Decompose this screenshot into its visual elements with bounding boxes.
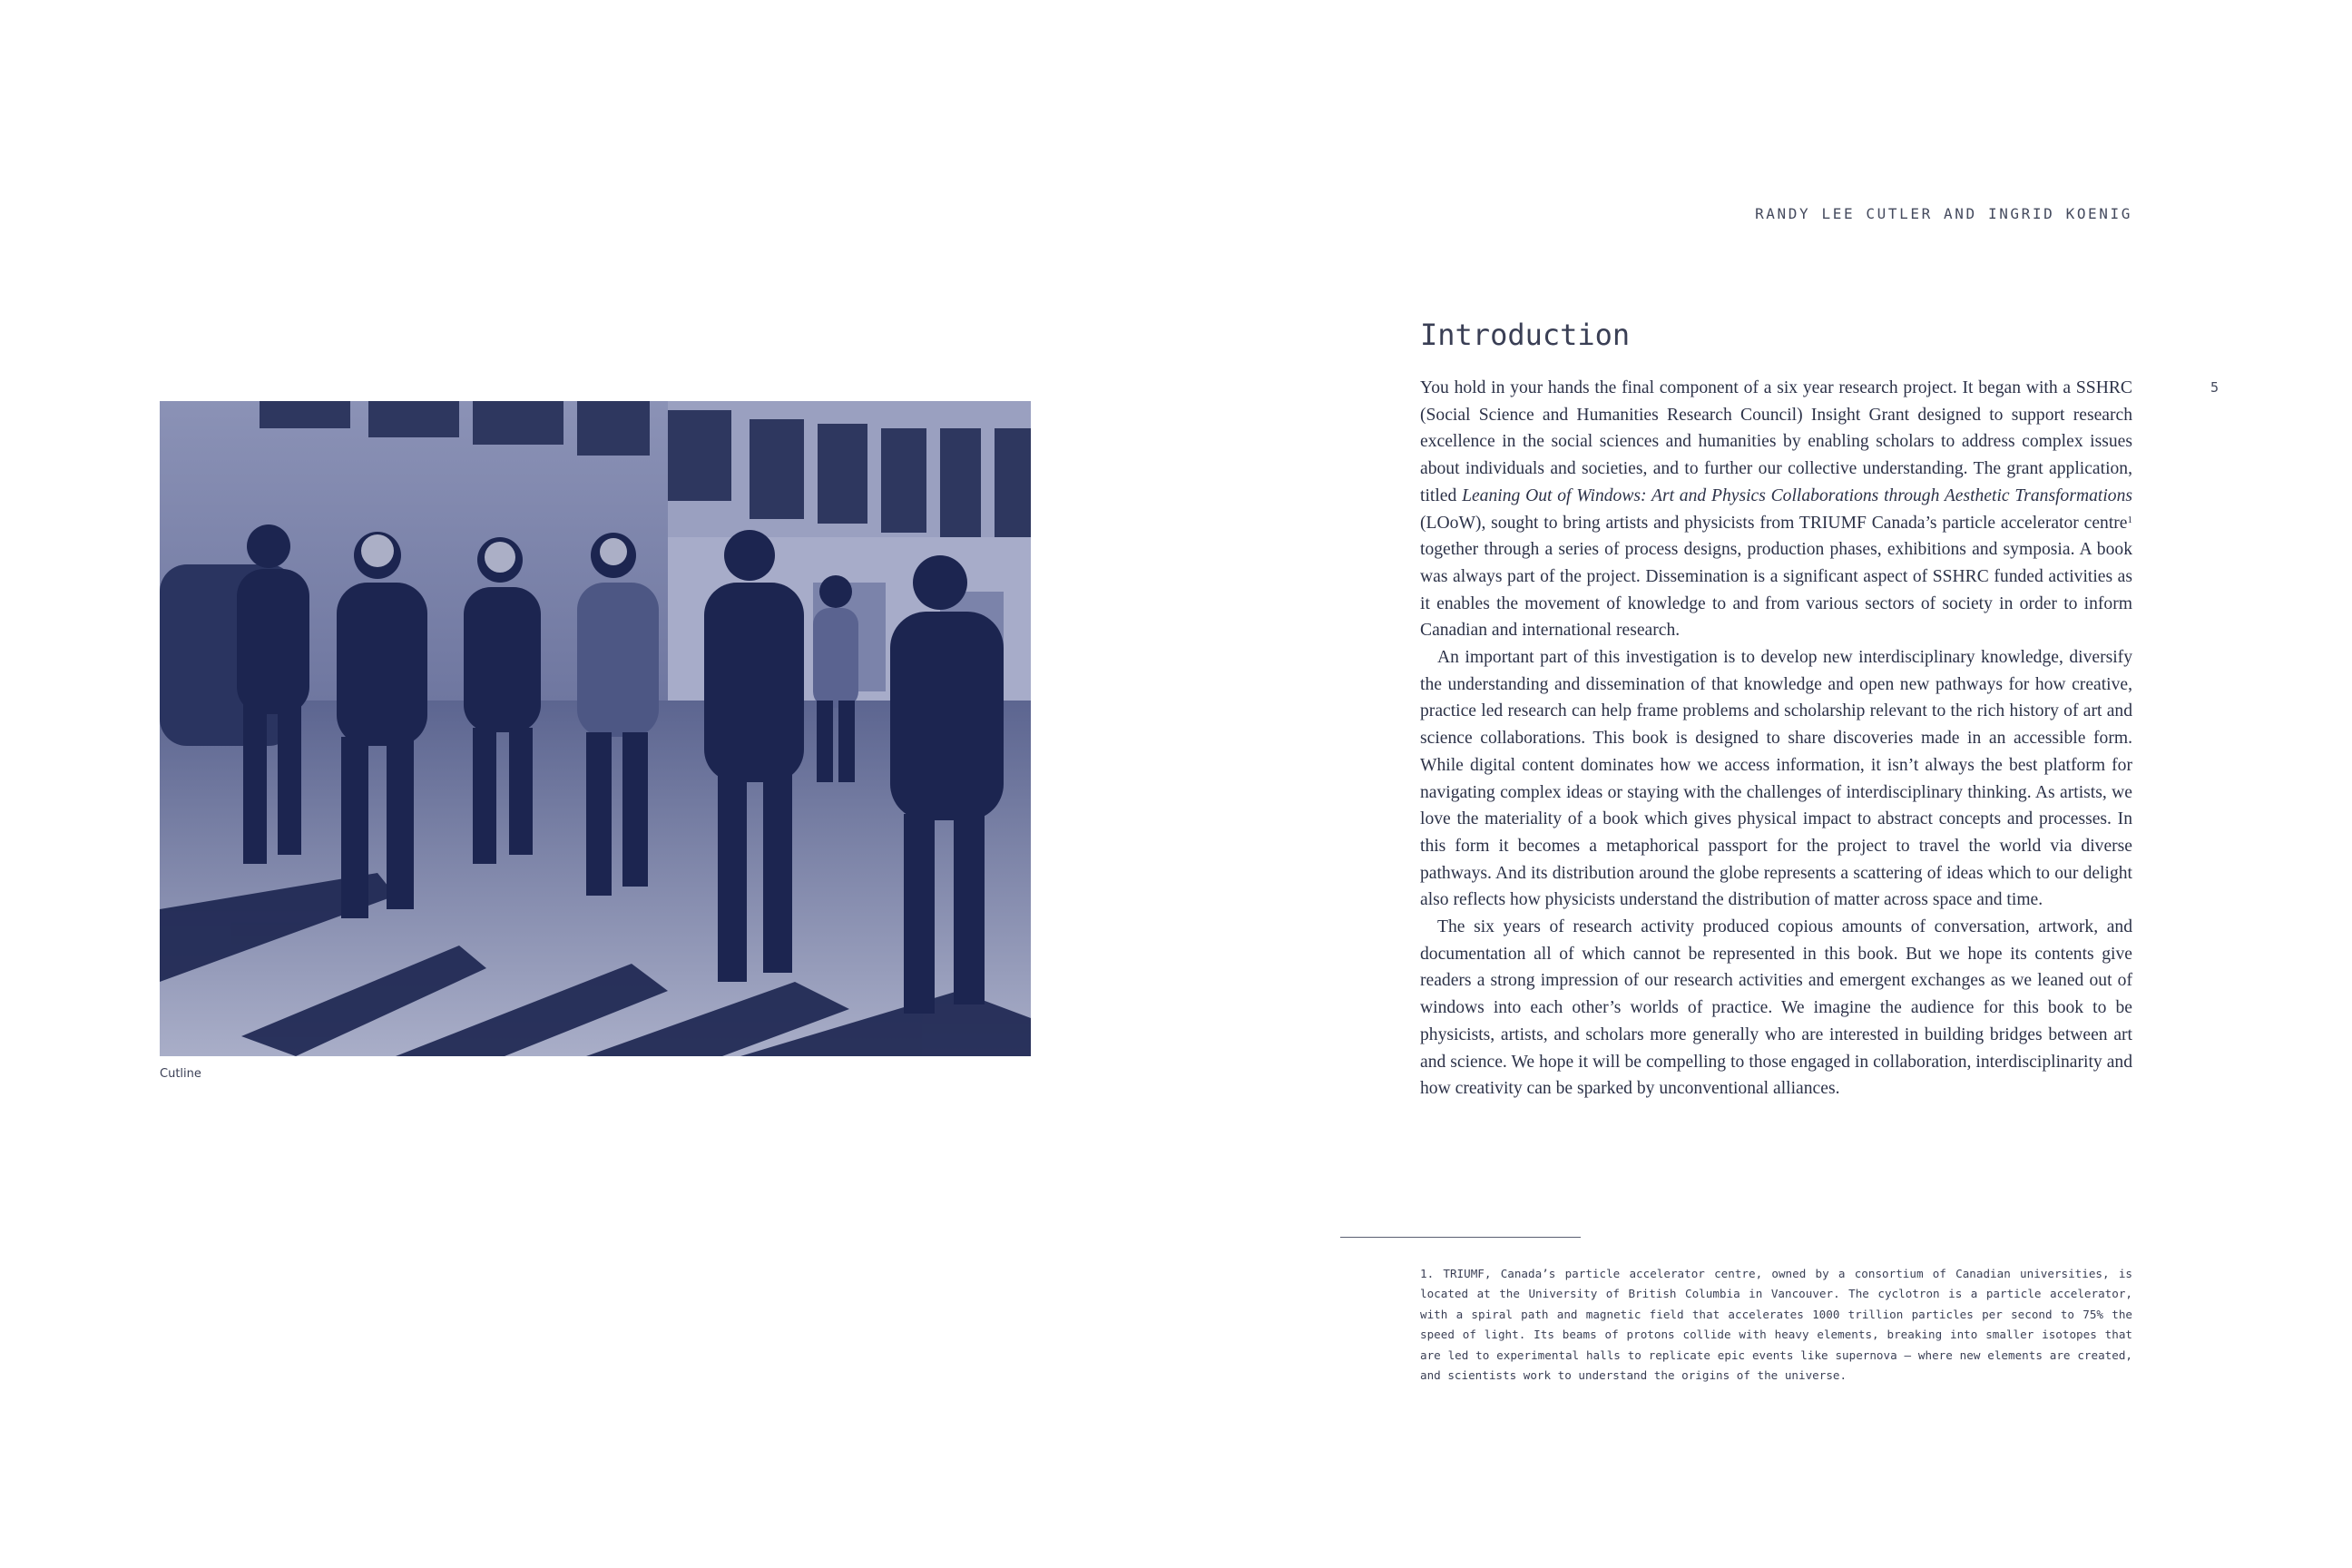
paragraph-1-part-a: You hold in your hands the final component of a six year research project. It began with a SSHRC (Social Science and Humanities Research Council) Insight Grant designed to support research excellence in the social sciences and humanities by enabling scholars to address complex issues about individuals and societies, and to further our collective understanding. The grant application, titled xyxy=(1420,378,2132,505)
footnote-divider xyxy=(1340,1237,1581,1238)
photo-people-walking xyxy=(160,401,1031,1056)
section-heading: Introduction xyxy=(1420,318,1631,352)
figure-cutline: Cutline xyxy=(160,1067,201,1081)
paragraph-2: An important part of this investigation is to develop new interdisciplinary knowledge, diversify the understanding and dissemination of that knowledge and open new pathways for how creative, practice led research can help frame problems and scholarship relevant to the rich history of art and science collaborations. This book is designed to share discoveries made in an accessible form. While digital content dominates how we access information, it isn’t always the best platform for navigating complex ideas or staying with the challenges of interdisciplinary thinking. As artists, we love the materiality of a book which gives physical impact to abstract concepts and processes. In this form it becomes a metaphorical passport for the project to travel the world via diverse pathways. And its distribution around the globe represents a scattering of ideas which to our delight also reflects how physicists understand the distribution of matter across space and time. xyxy=(1420,648,2132,910)
grant-title: Leaning Out of Windows: Art and Physics Collaborations through Aesthetic Transformations xyxy=(1462,485,2132,505)
footnote-reference[interactable]: 1 xyxy=(2127,514,2132,525)
article-body xyxy=(1420,375,2132,1102)
footnote: 1. TRIUMF, Canada’s particle accelerator centre, owned by a consortium of Canadian universities, is located at the University of British Columbia in Vancouver. The cyclotron is a particle accelerator, with a spiral path and magnetic field that accelerates 1000 trillion particles per second to 75% the speed of light. Its beams of protons collide with heavy elements, breaking into smaller isotopes that are led to experimental halls to replicate epic events like supernova — where new elements are created, and scientists work to understand the origins of the universe. xyxy=(1420,1267,2132,1383)
paragraph-1-part-b: (LOoW), sought to bring artists and physicists from TRIUMF Canada’s particle accelerator centre xyxy=(1420,513,2128,533)
paragraph-1-part-c: together through a series of process designs, production phases, exhibitions and symposia. A book was always part of the project. Dissemination is a significant aspect of SSHRC funded activities as it enables the movement of knowledge to and from various sectors of society in order to inform Canadian and international research. xyxy=(1420,540,2132,641)
paragraph-3: The six years of research activity produced copious amounts of conversation, artwork, and documentation all of which cannot be represented in this book. But we hope its contents give readers a strong impression of our research activities and emergent exchanges as we leaned out of windows into each other’s worlds of practice. We imagine the audience for this book to be physicists, artists, and scholars more generally who are interested in building bridges between art and science. We hope it will be compelling to those engaged in collaboration, interdisciplinarity and how creativity can be sparked by unconventional alliances. xyxy=(1420,917,2132,1099)
paragraph-1 xyxy=(1420,375,2132,644)
page-number: 5 xyxy=(2210,379,2220,396)
running-head: RANDY LEE CUTLER AND INGRID KOENIG xyxy=(1755,205,2132,222)
